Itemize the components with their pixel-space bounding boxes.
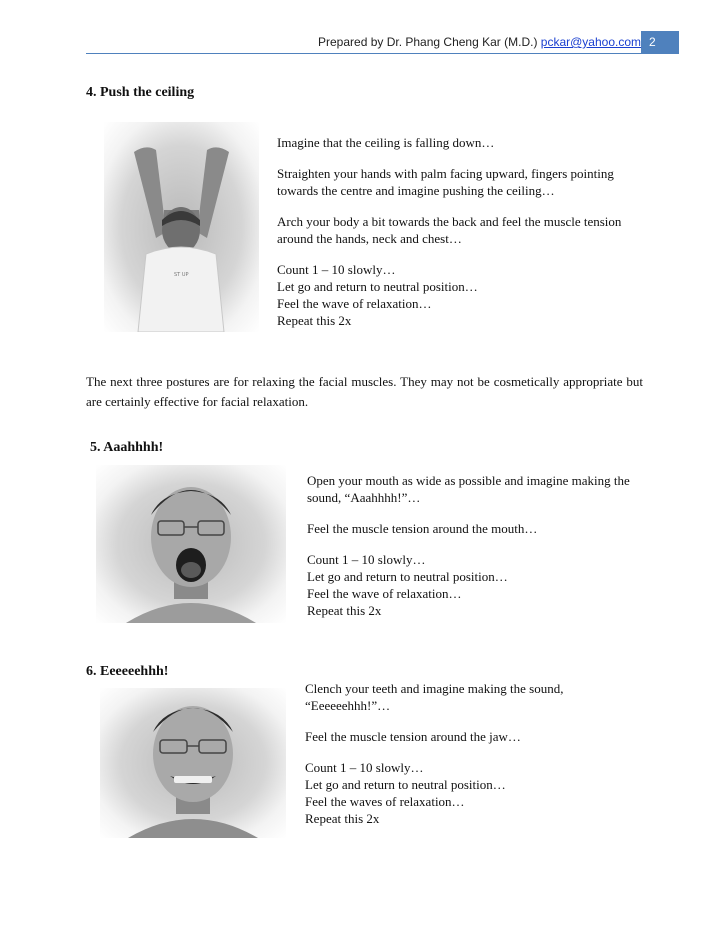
instruction-line: Let go and return to neutral position… <box>307 569 508 584</box>
section-instructions-eeeeeehhh <box>305 680 645 827</box>
shirt-text: ST UP <box>174 272 189 278</box>
page-number: 2 <box>649 35 656 49</box>
section-heading-aaahhhh: 5. Aaahhhh! <box>90 440 164 455</box>
instruction-line: Feel the wave of relaxation… <box>307 586 462 601</box>
instruction-line: Feel the muscle tension around the jaw… <box>305 729 521 744</box>
section-instructions-push-ceiling <box>277 134 647 329</box>
page-header <box>318 35 641 49</box>
instruction-line: Open your mouth as wide as possible and imagine making the sound, “Aaahhhh!”… <box>307 473 630 505</box>
instruction-line: Feel the waves of relaxation… <box>305 794 465 809</box>
instruction-line: Count 1 – 10 slowly… <box>277 262 396 277</box>
instruction-line: Let go and return to neutral position… <box>305 777 506 792</box>
instruction-line: Feel the muscle tension around the mouth… <box>307 521 538 536</box>
photo-eeeeeehhh <box>100 688 286 838</box>
section-instructions-aaahhhh <box>307 472 647 619</box>
instruction-line: Repeat this 2x <box>277 313 352 328</box>
header-divider <box>86 53 679 54</box>
page-number-badge <box>641 31 679 53</box>
instruction-line: Let go and return to neutral position… <box>277 279 478 294</box>
section-heading-push-ceiling: 4. Push the ceiling <box>86 85 195 100</box>
face-mouth-open-illustration <box>96 465 286 623</box>
face-teeth-clenched-illustration <box>100 688 286 838</box>
instruction-line: Count 1 – 10 slowly… <box>307 552 426 567</box>
header-email-link[interactable]: pckar@yahoo.com <box>540 35 642 49</box>
section-heading-eeeeeehhh: 6. Eeeeeehhh! <box>86 664 169 679</box>
photo-push-ceiling <box>104 122 259 332</box>
instruction-line: Repeat this 2x <box>305 811 380 826</box>
instruction-line: Imagine that the ceiling is falling down… <box>277 135 495 150</box>
header-author: Prepared by Dr. Phang Cheng Kar (M.D.) <box>318 35 538 49</box>
photo-aaahhhh <box>96 465 286 623</box>
instruction-line: Repeat this 2x <box>307 603 382 618</box>
instruction-line: Clench your teeth and imagine making the sound, “Eeeeeehhh!”… <box>305 681 564 713</box>
instruction-line: Arch your body a bit towards the back and feel the muscle tension around the hands, neck and chest… <box>277 214 622 246</box>
intro-paragraph: The next three postures are for relaxing the facial muscles. They may not be cosmetically appropriate but are certainly effective for facial relaxation. <box>86 374 643 409</box>
instruction-line: Feel the wave of relaxation… <box>277 296 432 311</box>
instruction-line: Count 1 – 10 slowly… <box>305 760 424 775</box>
person-arms-raised-illustration <box>104 122 259 332</box>
instruction-line: Straighten your hands with palm facing upward, fingers pointing towards the centre and imagine pushing the ceiling… <box>277 166 614 198</box>
